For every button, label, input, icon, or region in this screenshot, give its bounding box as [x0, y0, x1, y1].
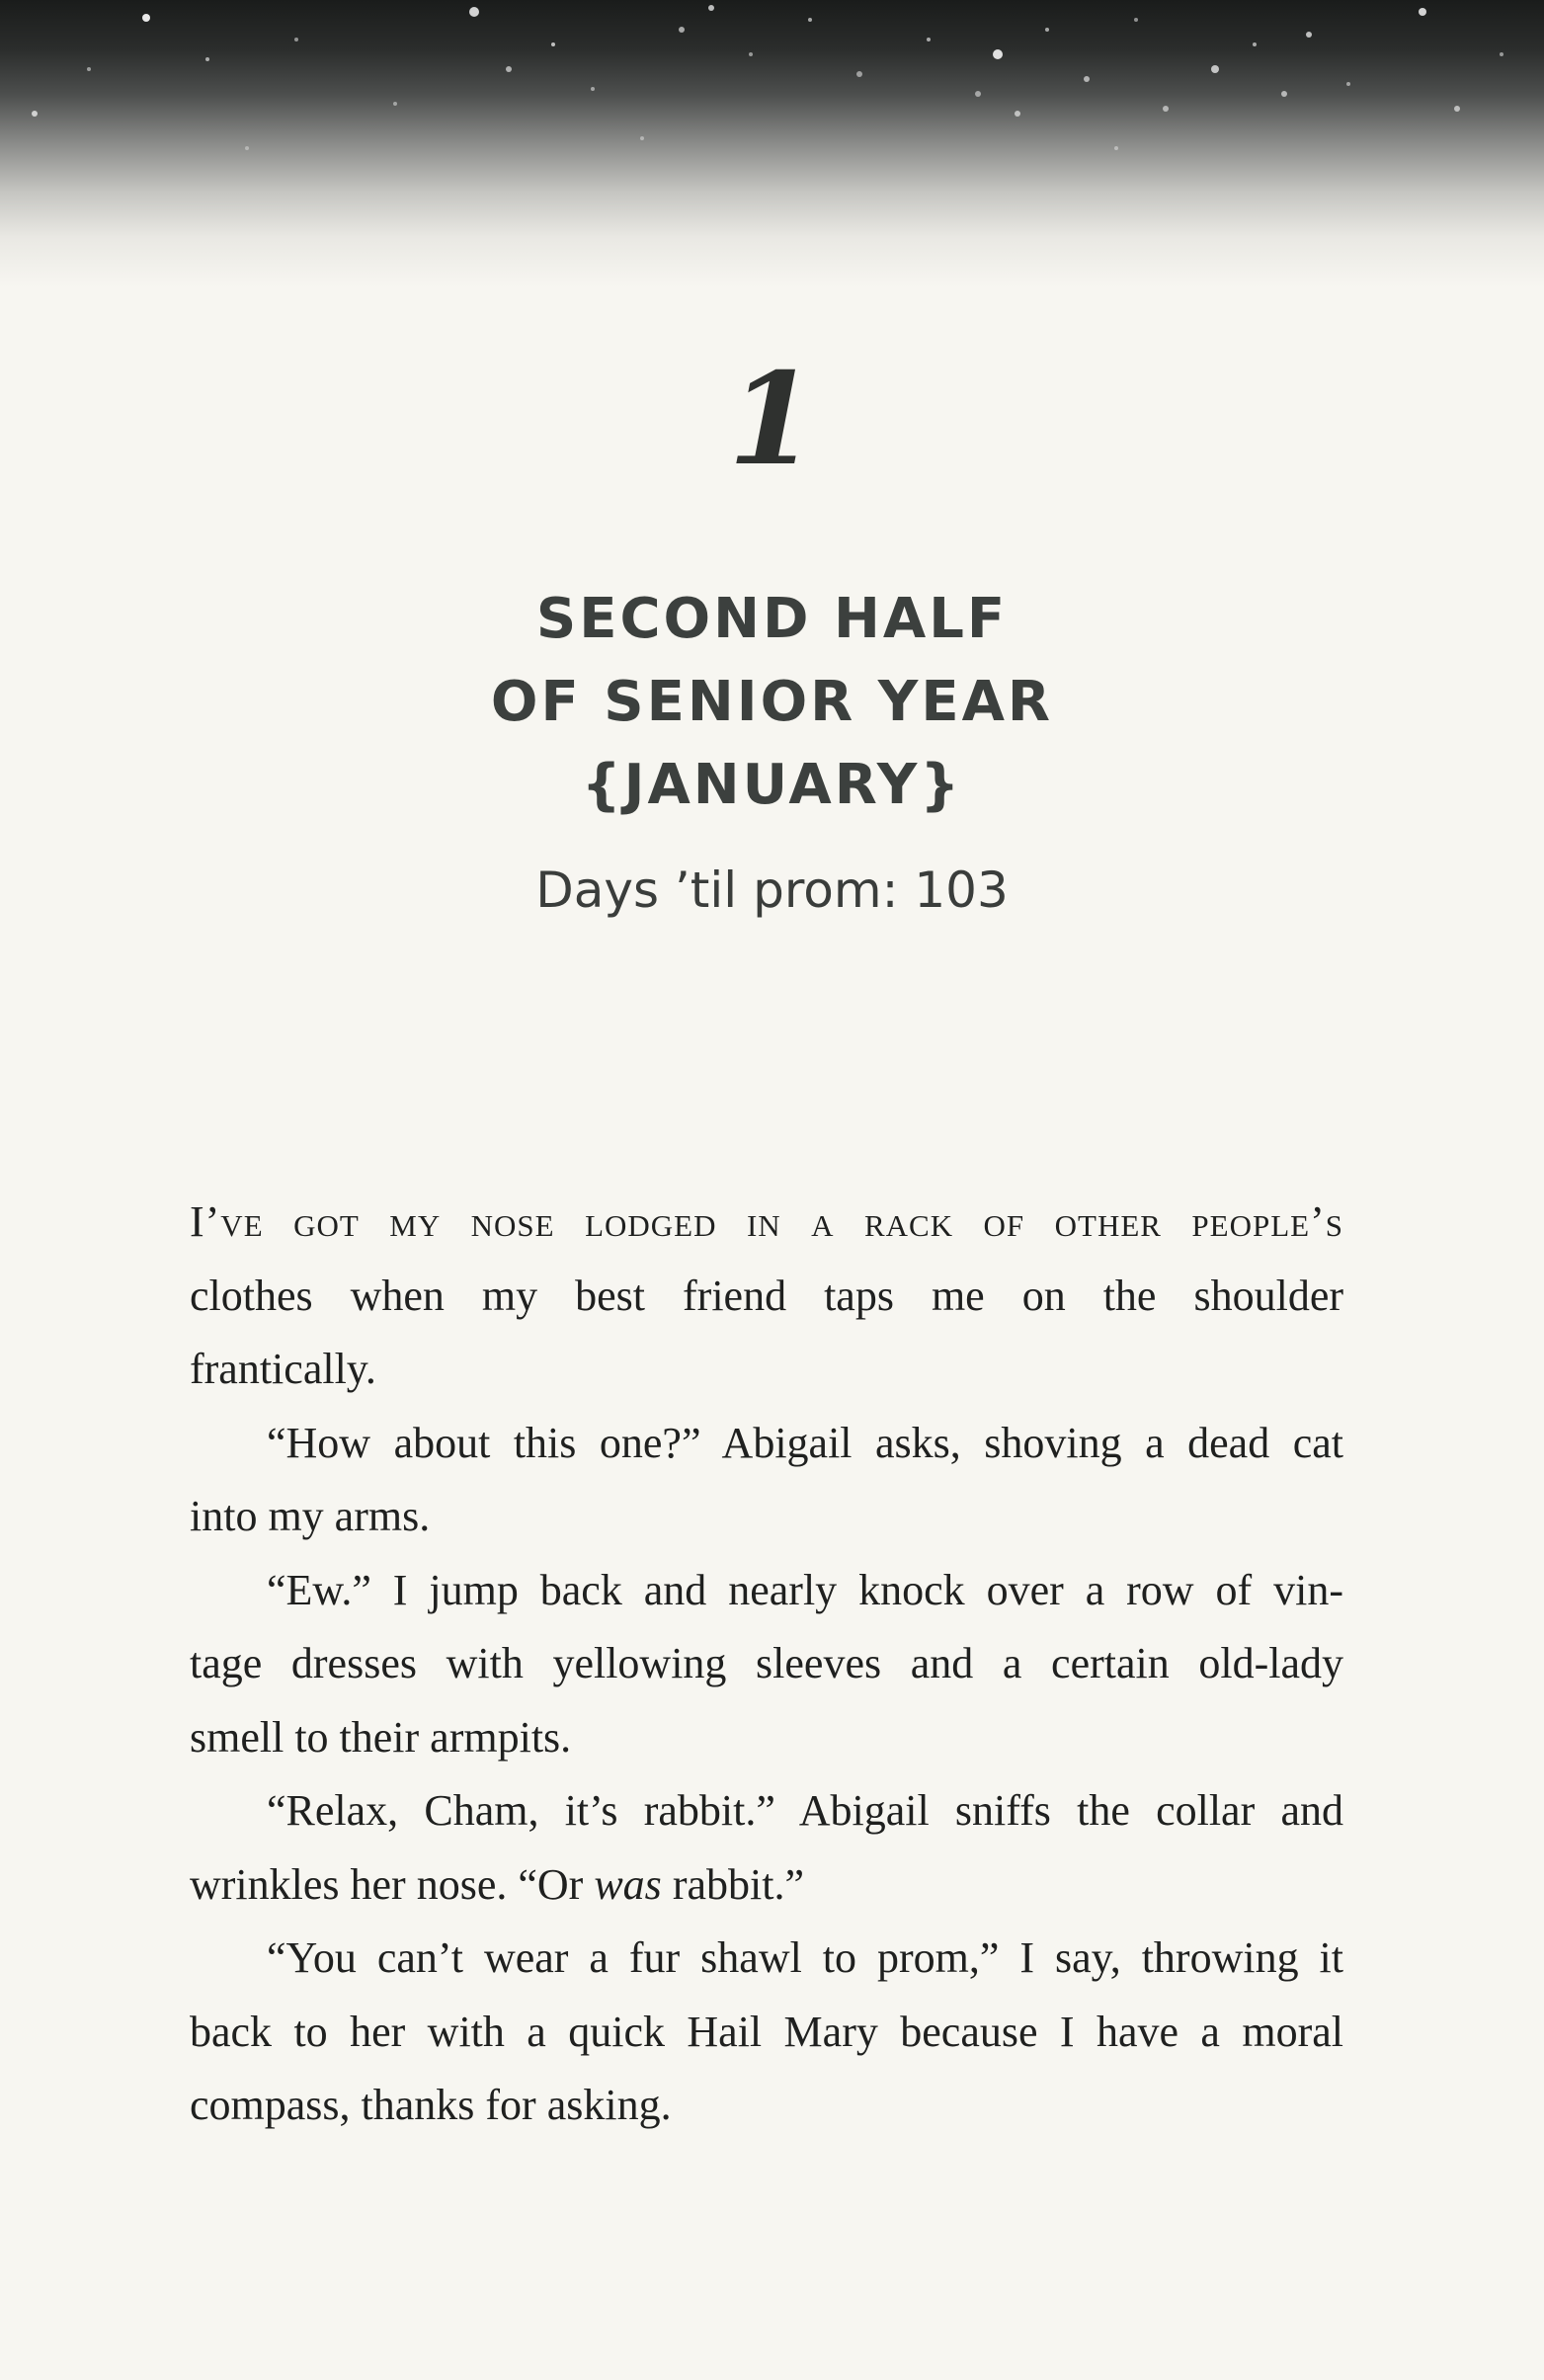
chapter-title-line: SECOND HALF [535, 587, 1009, 651]
text-line: compass, thanks for asking. [190, 2081, 672, 2129]
text-line: “Relax, Cham, it’s rabbit.” Abigail sniffs the collar and [267, 1786, 1343, 1835]
text-line: frantically. [190, 1345, 376, 1393]
text-segment: rabbit.” [661, 1859, 804, 1909]
text-segment: wrinkles her nose. “Or [190, 1859, 595, 1909]
chapter-title-line: OF SENIOR YEAR [490, 670, 1054, 734]
text-line: I’ve got my nose lodged in a rack of other people’s [190, 1197, 1343, 1246]
stars-decoration [0, 0, 1544, 296]
text-line: clothes when my best friend taps me on the shoulder [190, 1271, 1343, 1320]
text-line: “How about this one?” Abigail asks, shoving a dead cat [267, 1418, 1343, 1467]
text-line: into my arms. [190, 1492, 431, 1540]
prom-countdown: Days ’til prom: 103 [535, 862, 1009, 919]
chapter-title-line: {JANUARY} [581, 753, 963, 817]
text-line: tage dresses with yellowing sleeves and a certain old-lady [190, 1639, 1343, 1687]
text-line: “Ew.” I jump back and nearly knock over a row of vin- [267, 1565, 1343, 1614]
text-line: back to her with a quick Hail Mary because I have a moral [190, 2007, 1343, 2056]
text-line: “You can’t wear a fur shawl to prom,” I say, throwing it [267, 1933, 1343, 1982]
chapter-number: 1 [727, 346, 817, 494]
starfield-header [0, 0, 1544, 296]
chapter-title [0, 578, 1544, 827]
body-text [190, 1186, 1343, 2143]
text-line: smell to their armpits. [190, 1712, 572, 1762]
emphasized-word: was [594, 1859, 662, 1909]
text-line [190, 1848, 1343, 1923]
